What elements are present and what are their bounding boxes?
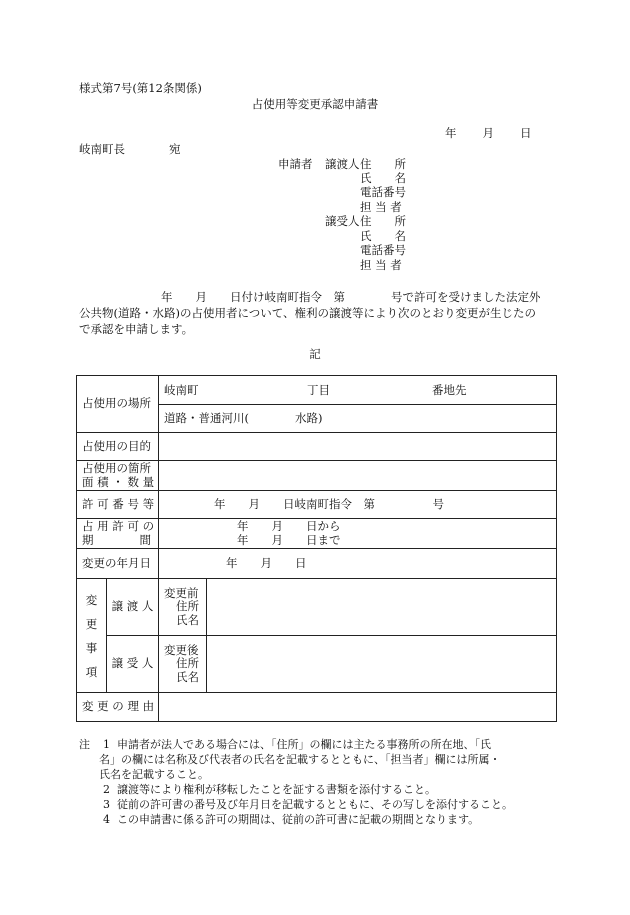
purpose-row (77, 433, 557, 461)
location-chome: 丁目 (307, 383, 330, 397)
after-address-label: 住所 (176, 656, 199, 671)
period-row (77, 519, 557, 549)
before-label: 変更前 (164, 586, 199, 601)
change-date-label: 変更の年月日 (77, 549, 159, 579)
period-value-cell[interactable] (159, 519, 557, 549)
change-items-char-4: 項 (85, 664, 98, 679)
transferor-address-label: 住 所 (360, 157, 406, 171)
body-line-3: で承認を申請します。 (79, 322, 194, 336)
note-text-line: 氏名を記載すること。 (99, 768, 209, 781)
before-name-label: 氏名 (176, 612, 199, 627)
area-label-cell (77, 461, 159, 491)
area-value-cell[interactable] (159, 461, 557, 491)
permit-number-label: 許 可 番 号 等 (77, 491, 159, 519)
change-date-value: 年 月 日 (226, 555, 307, 570)
note-text-line: 申請者が法人である場合には、「住所」の欄には主たる事務所の所在地、「氏 (117, 738, 491, 751)
after-label-cell (159, 636, 207, 693)
date-line (445, 128, 532, 140)
note-text-line: 従前の許可書の番号及び年月日を記載するとともに、その写しを添付すること。 (117, 798, 513, 811)
location-road-cell[interactable] (159, 405, 557, 433)
body-line-1: 年 月 日付け岐南町指令 第 号で許可を受けました法定外 (161, 290, 541, 304)
transferor-cell: 譲 渡 人 (107, 579, 159, 636)
permit-number-value: 年 月 日岐南町指令 第 号 (214, 496, 444, 511)
note-text-line: この申請書に係る許可の期間は、従前の許可書に記載の期間となります。 (117, 813, 480, 826)
addressee (79, 144, 181, 156)
before-value-cell[interactable] (207, 579, 557, 636)
change-date-cell[interactable] (159, 549, 557, 579)
form-number: 様式第7号(第12条関係) (79, 81, 202, 95)
transferee-contact-label: 担 当 者 (360, 258, 402, 272)
transferor-contact-label: 担 当 者 (360, 200, 402, 214)
date-year-label: 年 (445, 126, 457, 140)
after-value-cell[interactable] (207, 636, 557, 693)
change-items-char-2: 更 (85, 616, 98, 631)
transferee-label: 譲受人 (325, 214, 360, 228)
before-label-cell (159, 579, 207, 636)
note-item-1-cont (79, 752, 559, 782)
location-town: 岐南町 (164, 383, 199, 397)
transferor-phone-label: 電話番号 (360, 185, 406, 199)
note-text-line: 名」の欄には名称及び代表者の氏名を記載するとともに、「担当者」欄には所属・ (99, 753, 501, 766)
reason-row (77, 693, 557, 722)
note-text-line: 譲渡等により権利が移転したことを証する書類を添付すること。 (117, 783, 436, 796)
document-title: 占使用等変更承認申請書 (251, 97, 379, 111)
transferor-name-label: 氏 名 (360, 171, 406, 185)
addressee-name: 岐南町長 (79, 142, 125, 156)
ki-heading: 記 (309, 347, 321, 361)
permit-number-cell[interactable] (159, 491, 557, 519)
location-address-cell[interactable] (159, 376, 557, 405)
period-from: 年 月 日から (237, 519, 341, 534)
period-label-cell (77, 519, 159, 549)
notes-section (79, 737, 559, 827)
change-transferor-row (77, 579, 557, 636)
body-paragraph (79, 289, 558, 337)
transferee-address-label: 住 所 (360, 214, 406, 228)
addressee-suffix: 宛 (169, 142, 181, 156)
location-row-1 (77, 376, 557, 405)
change-items-label (77, 579, 107, 693)
transferor-label: 譲渡人 (325, 157, 360, 171)
after-name-label: 氏名 (176, 669, 199, 684)
area-row (77, 461, 557, 491)
change-items-char-3: 事 (85, 640, 98, 655)
change-items-char-1: 変 (85, 592, 98, 607)
purpose-label: 占使用の目的 (77, 433, 159, 461)
transferee-cell: 譲 受 人 (107, 636, 159, 693)
application-table (76, 375, 557, 722)
change-date-row (77, 549, 557, 579)
change-transferee-row (77, 636, 557, 693)
area-label-2: 面 積 ・ 数 量 (82, 474, 155, 489)
note-item-4 (79, 812, 559, 827)
transferee-name-label: 氏 名 (360, 229, 406, 243)
transferee-phone-label: 電話番号 (360, 243, 406, 257)
note-item-2 (79, 782, 559, 797)
period-label-1: 占 用 許 可 の (82, 519, 155, 534)
notes-prefix: 注 (79, 738, 90, 751)
period-to: 年 月 日まで (237, 532, 341, 547)
date-month-label: 月 (482, 126, 494, 140)
note-number: 2 (103, 783, 110, 796)
note-number: 3 (103, 798, 110, 811)
note-number: 4 (103, 813, 110, 826)
after-label: 変更後 (164, 643, 199, 658)
location-label: 占使用の場所 (77, 376, 159, 433)
date-day-label: 日 (520, 126, 532, 140)
note-item-3 (79, 797, 559, 812)
permit-number-row (77, 491, 557, 519)
area-label-1: 占使用の箇所 (82, 461, 151, 476)
applicant-label: 申請者 (278, 157, 313, 171)
reason-label: 変 更 の 理 由 (77, 693, 159, 722)
period-label-2: 期 間 (82, 532, 151, 547)
note-number: 1 (103, 738, 110, 751)
note-item-1 (79, 737, 559, 752)
location-road: 道路・普通河川( 水路) (164, 410, 323, 425)
purpose-value-cell[interactable] (159, 433, 557, 461)
before-address-label: 住所 (176, 599, 199, 614)
reason-value-cell[interactable] (159, 693, 557, 722)
location-banchi: 番地先 (432, 383, 467, 397)
body-line-2: 公共物(道路・水路)の占使用者について、権利の譲渡等により次のとおり変更が生じたの (79, 306, 537, 320)
